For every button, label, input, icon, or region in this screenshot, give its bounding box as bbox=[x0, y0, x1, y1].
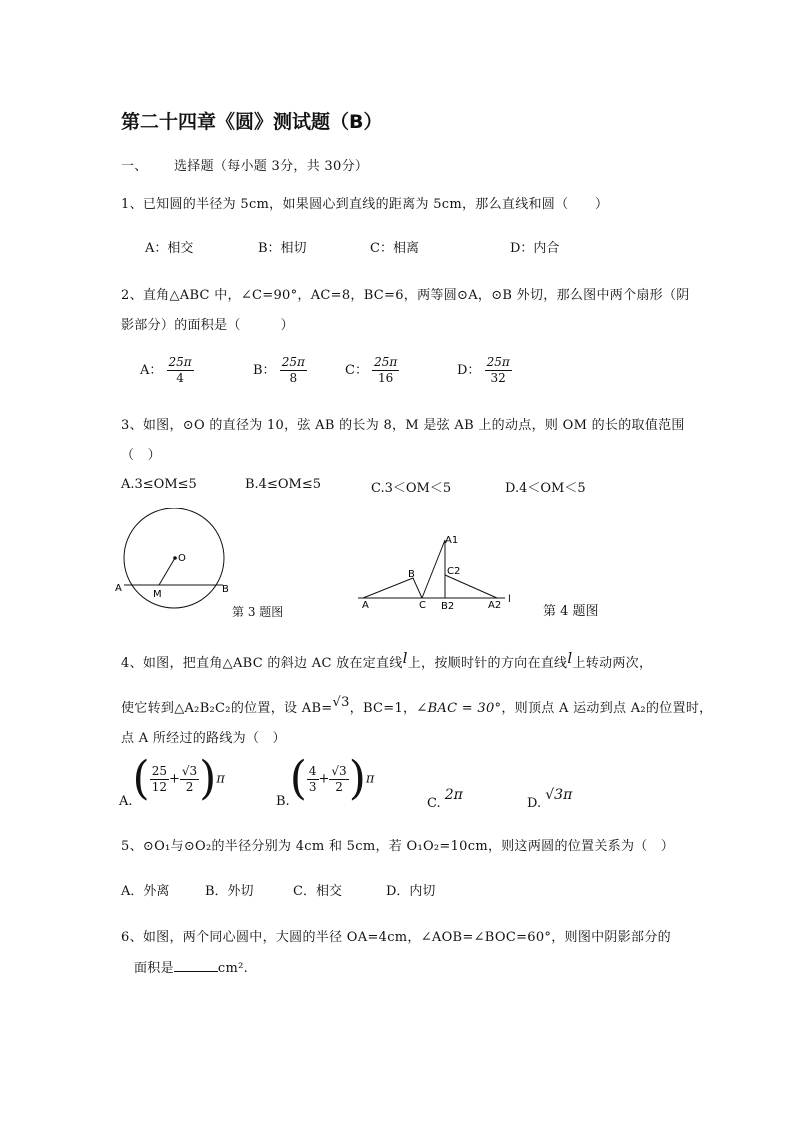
figure-4-triangle-rotation-diagram bbox=[355, 530, 525, 612]
question-3-line-2: （ ） bbox=[121, 448, 161, 463]
q3-option-c: C.3＜OM＜5 bbox=[371, 481, 452, 496]
question-1-text: 1、已知圆的半径为 5cm，如果圆心到直线的距离为 5cm，那么直线和圆（ ） bbox=[121, 197, 609, 212]
question-6-line-1: 6、如图，两个同心圆中，大圆的半径 OA=4cm，∠AOB=∠BOC=60°，则图中阴影部分的 bbox=[121, 930, 671, 945]
q4-option-b: B.( $\frac{4}{3}$ + $\frac{√3}{2}$ )π bbox=[276, 751, 375, 809]
fig4-label-c: C bbox=[419, 600, 426, 611]
q2-option-a-numerator: 25π bbox=[168, 355, 192, 369]
fig4-segment-c2-a2 bbox=[445, 575, 497, 598]
q2-option-a-letter: A： bbox=[140, 363, 163, 378]
figure-3-circle-diagram bbox=[112, 508, 242, 612]
q2-option-d bbox=[457, 355, 512, 386]
q4-sqrt3: √3 bbox=[332, 695, 350, 710]
question-4-line-2 bbox=[121, 697, 712, 716]
fig4-label-b2: B2 bbox=[441, 601, 455, 612]
q4-option-a-frac1-den: 12 bbox=[151, 779, 167, 794]
fig4-label-a2: A2 bbox=[488, 600, 502, 611]
q1-option-d: D：内合 bbox=[510, 241, 560, 256]
q4-line-1-part-c: 上转动两次， bbox=[572, 656, 653, 671]
fig4-label-a: A bbox=[362, 600, 369, 611]
q4-option-a-pi: π bbox=[216, 771, 225, 787]
q2-option-a-denominator: 4 bbox=[176, 371, 184, 385]
q4-option-b-frac2-num: √3 bbox=[331, 763, 347, 778]
question-2-line-2: 影部分）的面积是（ ） bbox=[121, 318, 294, 333]
q2-option-c-letter: C： bbox=[345, 363, 368, 378]
question-4-line-3: 点 A 所经过的路线为（ ） bbox=[121, 731, 286, 746]
q2-option-c-denominator: 16 bbox=[378, 371, 394, 385]
q4-option-c-expression: 2π bbox=[444, 787, 463, 803]
q4-line-2-part-c: ，则顶点 A 运动到点 A₂的位置时， bbox=[501, 701, 713, 716]
q4-option-b-letter: B. bbox=[276, 793, 290, 809]
section-number: 一、 bbox=[121, 159, 148, 174]
q2-option-b-numerator: 25π bbox=[281, 355, 305, 369]
q5-option-a: A．外离 bbox=[121, 884, 170, 899]
fig4-label-b: B bbox=[408, 569, 415, 580]
q3-option-a: A.3≤OM≤5 bbox=[121, 477, 197, 492]
q2-option-c bbox=[345, 355, 399, 386]
q4-option-a-letter: A. bbox=[119, 793, 133, 809]
fig3-center-point bbox=[173, 556, 177, 560]
q4-line-l-symbol-1: l bbox=[402, 649, 408, 667]
q1-option-a: A：相交 bbox=[145, 241, 194, 256]
q4-option-a-frac2-num: √3 bbox=[181, 763, 198, 778]
fig4-segment-c-a1 bbox=[422, 540, 445, 598]
question-2-line-1: 2、直角△ABC 中，∠C=90°，AC=8，BC=6，两等圆⊙A，⊙B 外切，那么图中两个扇形（阴 bbox=[121, 288, 690, 303]
q2-option-a bbox=[140, 355, 194, 386]
fig3-label-o: O bbox=[178, 553, 186, 564]
q4-option-b-pi: π bbox=[365, 771, 375, 787]
q5-option-b: B．外切 bbox=[205, 884, 254, 899]
q4-line-l-symbol-2: l bbox=[567, 649, 573, 667]
fig4-label-a1: A1 bbox=[445, 535, 459, 546]
question-4-line-1 bbox=[121, 649, 653, 671]
q2-option-d-numerator: 25π bbox=[486, 355, 510, 369]
q2-option-b-denominator: 8 bbox=[289, 371, 298, 385]
figure-3-caption: 第 3 题图 bbox=[232, 605, 284, 619]
section-label: 选择题（每小题 3分，共 30分） bbox=[174, 159, 369, 174]
q4-line-2-part-b: ，BC=1， bbox=[349, 701, 417, 716]
q2-option-c-numerator: 25π bbox=[374, 355, 398, 369]
q4-line-1-part-a: 4、如图，把直角△ABC 的斜边 AC 放在定直线 bbox=[121, 656, 403, 671]
fig3-label-b: B bbox=[222, 584, 229, 595]
q4-option-d-letter: D. bbox=[527, 796, 542, 811]
q4-option-c bbox=[427, 787, 463, 811]
q1-option-c: C：相离 bbox=[370, 241, 419, 256]
page-title: 第二十四章《圆》测试题（B） bbox=[121, 111, 383, 133]
q4-angle-bac: ∠BAC = 30° bbox=[416, 701, 502, 716]
q4-option-c-letter: C. bbox=[427, 796, 441, 811]
fig4-triangle-abc bbox=[363, 578, 422, 598]
fig4-label-l: l bbox=[508, 594, 511, 605]
fig3-label-m: M bbox=[153, 589, 162, 600]
question-5-text: 5、⊙O₁与⊙O₂的半径分别为 4cm 和 5cm，若 O₁O₂=10cm，则这两圆的位置关系为（ ） bbox=[121, 839, 675, 854]
q5-option-d: D．内切 bbox=[386, 884, 436, 899]
q6-line-2-part-b: cm². bbox=[217, 961, 249, 976]
q1-option-b: B：相切 bbox=[258, 241, 307, 256]
question-3-line-1: 3、如图，⊙O 的直径为 10，弦 AB 的长为 8，M 是弦 AB 上的动点，则 OM 的长的取值范围 bbox=[121, 418, 685, 433]
q4-option-b-frac1-num: 4 bbox=[308, 763, 317, 778]
q4-line-1-part-b: 上，按顺时针的方向在直线 bbox=[407, 656, 568, 671]
fig4-label-c2: C2 bbox=[447, 566, 461, 577]
q4-option-a-frac1-num: 25 bbox=[151, 763, 167, 778]
q4-option-d bbox=[527, 787, 573, 811]
q2-option-b bbox=[253, 355, 307, 386]
q3-option-d: D.4＜OM＜5 bbox=[505, 481, 586, 496]
figure-4-caption: 第 4 题图 bbox=[543, 604, 599, 619]
fig3-segment-om bbox=[159, 558, 175, 585]
q4-option-d-expression: √3π bbox=[545, 787, 573, 803]
fig3-label-a: A bbox=[115, 583, 122, 594]
q6-line-2-part-a: 面积是 bbox=[134, 961, 174, 976]
q4-line-2-part-a: 使它转到△A₂B₂C₂的位置，设 AB= bbox=[121, 701, 333, 716]
q3-option-b: B.4≤OM≤5 bbox=[245, 477, 321, 492]
q2-option-d-denominator: 32 bbox=[490, 371, 506, 385]
q4-option-a: A.( $\frac{25}{12}$ + $\frac{√3}{2}$ )π bbox=[119, 751, 225, 809]
q4-option-a-frac2-den: 2 bbox=[185, 779, 194, 794]
q4-option-b-frac2-den: 2 bbox=[335, 779, 343, 794]
q4-option-b-frac1-den: 3 bbox=[308, 779, 317, 794]
q2-option-d-letter: D： bbox=[457, 363, 481, 378]
q5-option-c: C．相交 bbox=[293, 884, 342, 899]
q2-option-b-letter: B： bbox=[253, 363, 276, 378]
question-6-line-2 bbox=[134, 957, 248, 976]
q6-answer-blank[interactable] bbox=[174, 959, 218, 972]
